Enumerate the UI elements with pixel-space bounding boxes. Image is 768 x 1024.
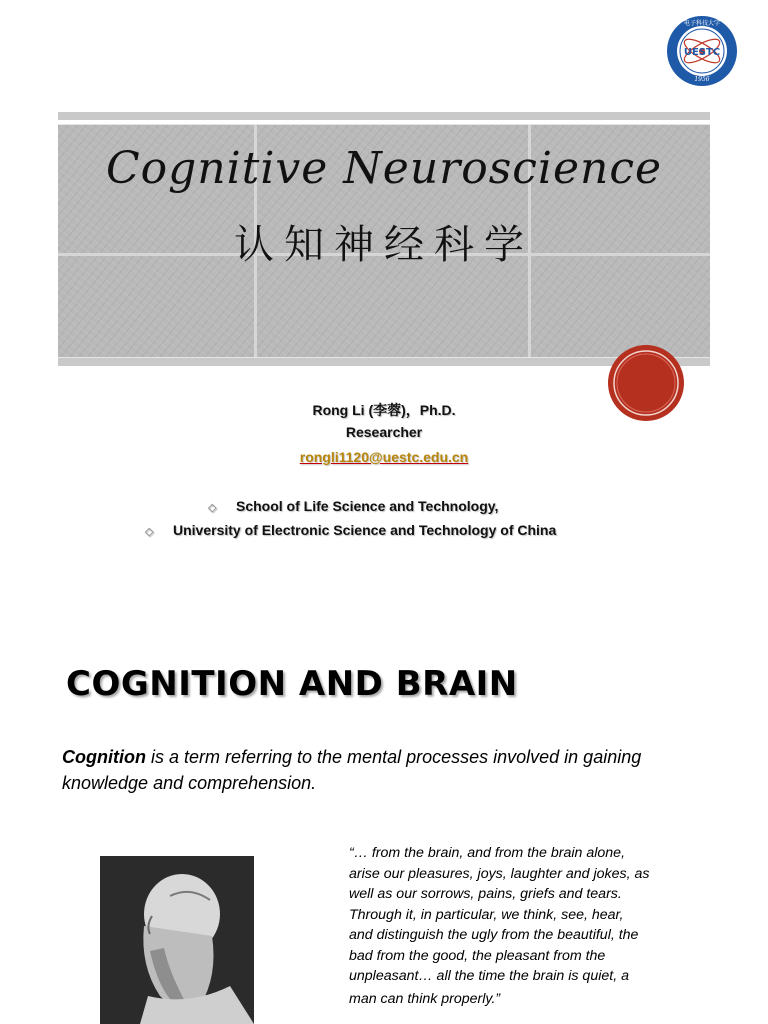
quote-line: unpleasant… all the time the brain is quiet, a bbox=[349, 968, 629, 984]
quote-line: man can think properly.” bbox=[349, 990, 501, 1007]
definition-term: Cognition bbox=[62, 747, 146, 767]
author-position: Researcher bbox=[345, 424, 423, 440]
diamond-bullet-icon: ◇ bbox=[208, 502, 217, 514]
slide-title: COGNITION AND BRAIN bbox=[66, 664, 518, 704]
content-slide bbox=[0, 600, 768, 1024]
quote-line: arise our pleasures, joys, laughter and jokes, as bbox=[349, 865, 650, 882]
author-email-link[interactable]: rongli1120@uestc.edu.cn bbox=[299, 449, 469, 465]
quote-line: and distinguish the ugly from the beautiful, the bbox=[349, 927, 639, 943]
definition-paragraph bbox=[62, 744, 722, 796]
definition-text: is a term referring to the mental processes involved in gaining knowledge and comprehension. bbox=[62, 747, 642, 793]
hippocrates-portrait bbox=[100, 856, 254, 1024]
university-logo bbox=[666, 15, 738, 87]
affiliation-text: School of Life Science and Technology, bbox=[236, 498, 499, 514]
banner-top-rule bbox=[58, 112, 710, 120]
quote-line: Through it, in particular, we think, see, hear, bbox=[349, 906, 624, 923]
title-chinese: 认知神经科学 bbox=[234, 222, 534, 268]
affiliation-item bbox=[145, 522, 556, 538]
diamond-bullet-icon: ◇ bbox=[145, 526, 154, 538]
title-banner bbox=[58, 124, 710, 358]
quote-line: “… from the brain, and from the brain alone, bbox=[349, 845, 626, 861]
title-english: Cognitive Neuroscience bbox=[105, 143, 663, 194]
author-email-row bbox=[0, 449, 768, 465]
hippocrates-quote bbox=[349, 843, 694, 1009]
quote-line: bad from the good, the pleasant from the bbox=[349, 947, 606, 964]
affiliation-text: University of Electronic Science and Technology of China bbox=[173, 522, 557, 538]
logo-ring-text: 电子科技大学 bbox=[683, 20, 721, 27]
author-name: Rong Li (李蓉)，Ph.D. bbox=[312, 402, 456, 418]
logo-year: 1956 bbox=[694, 76, 710, 83]
affiliation-item bbox=[208, 498, 498, 514]
quote-line: well as our sorrows, pains, griefs and tears. bbox=[349, 886, 622, 902]
logo-text: UESTC bbox=[683, 47, 721, 58]
